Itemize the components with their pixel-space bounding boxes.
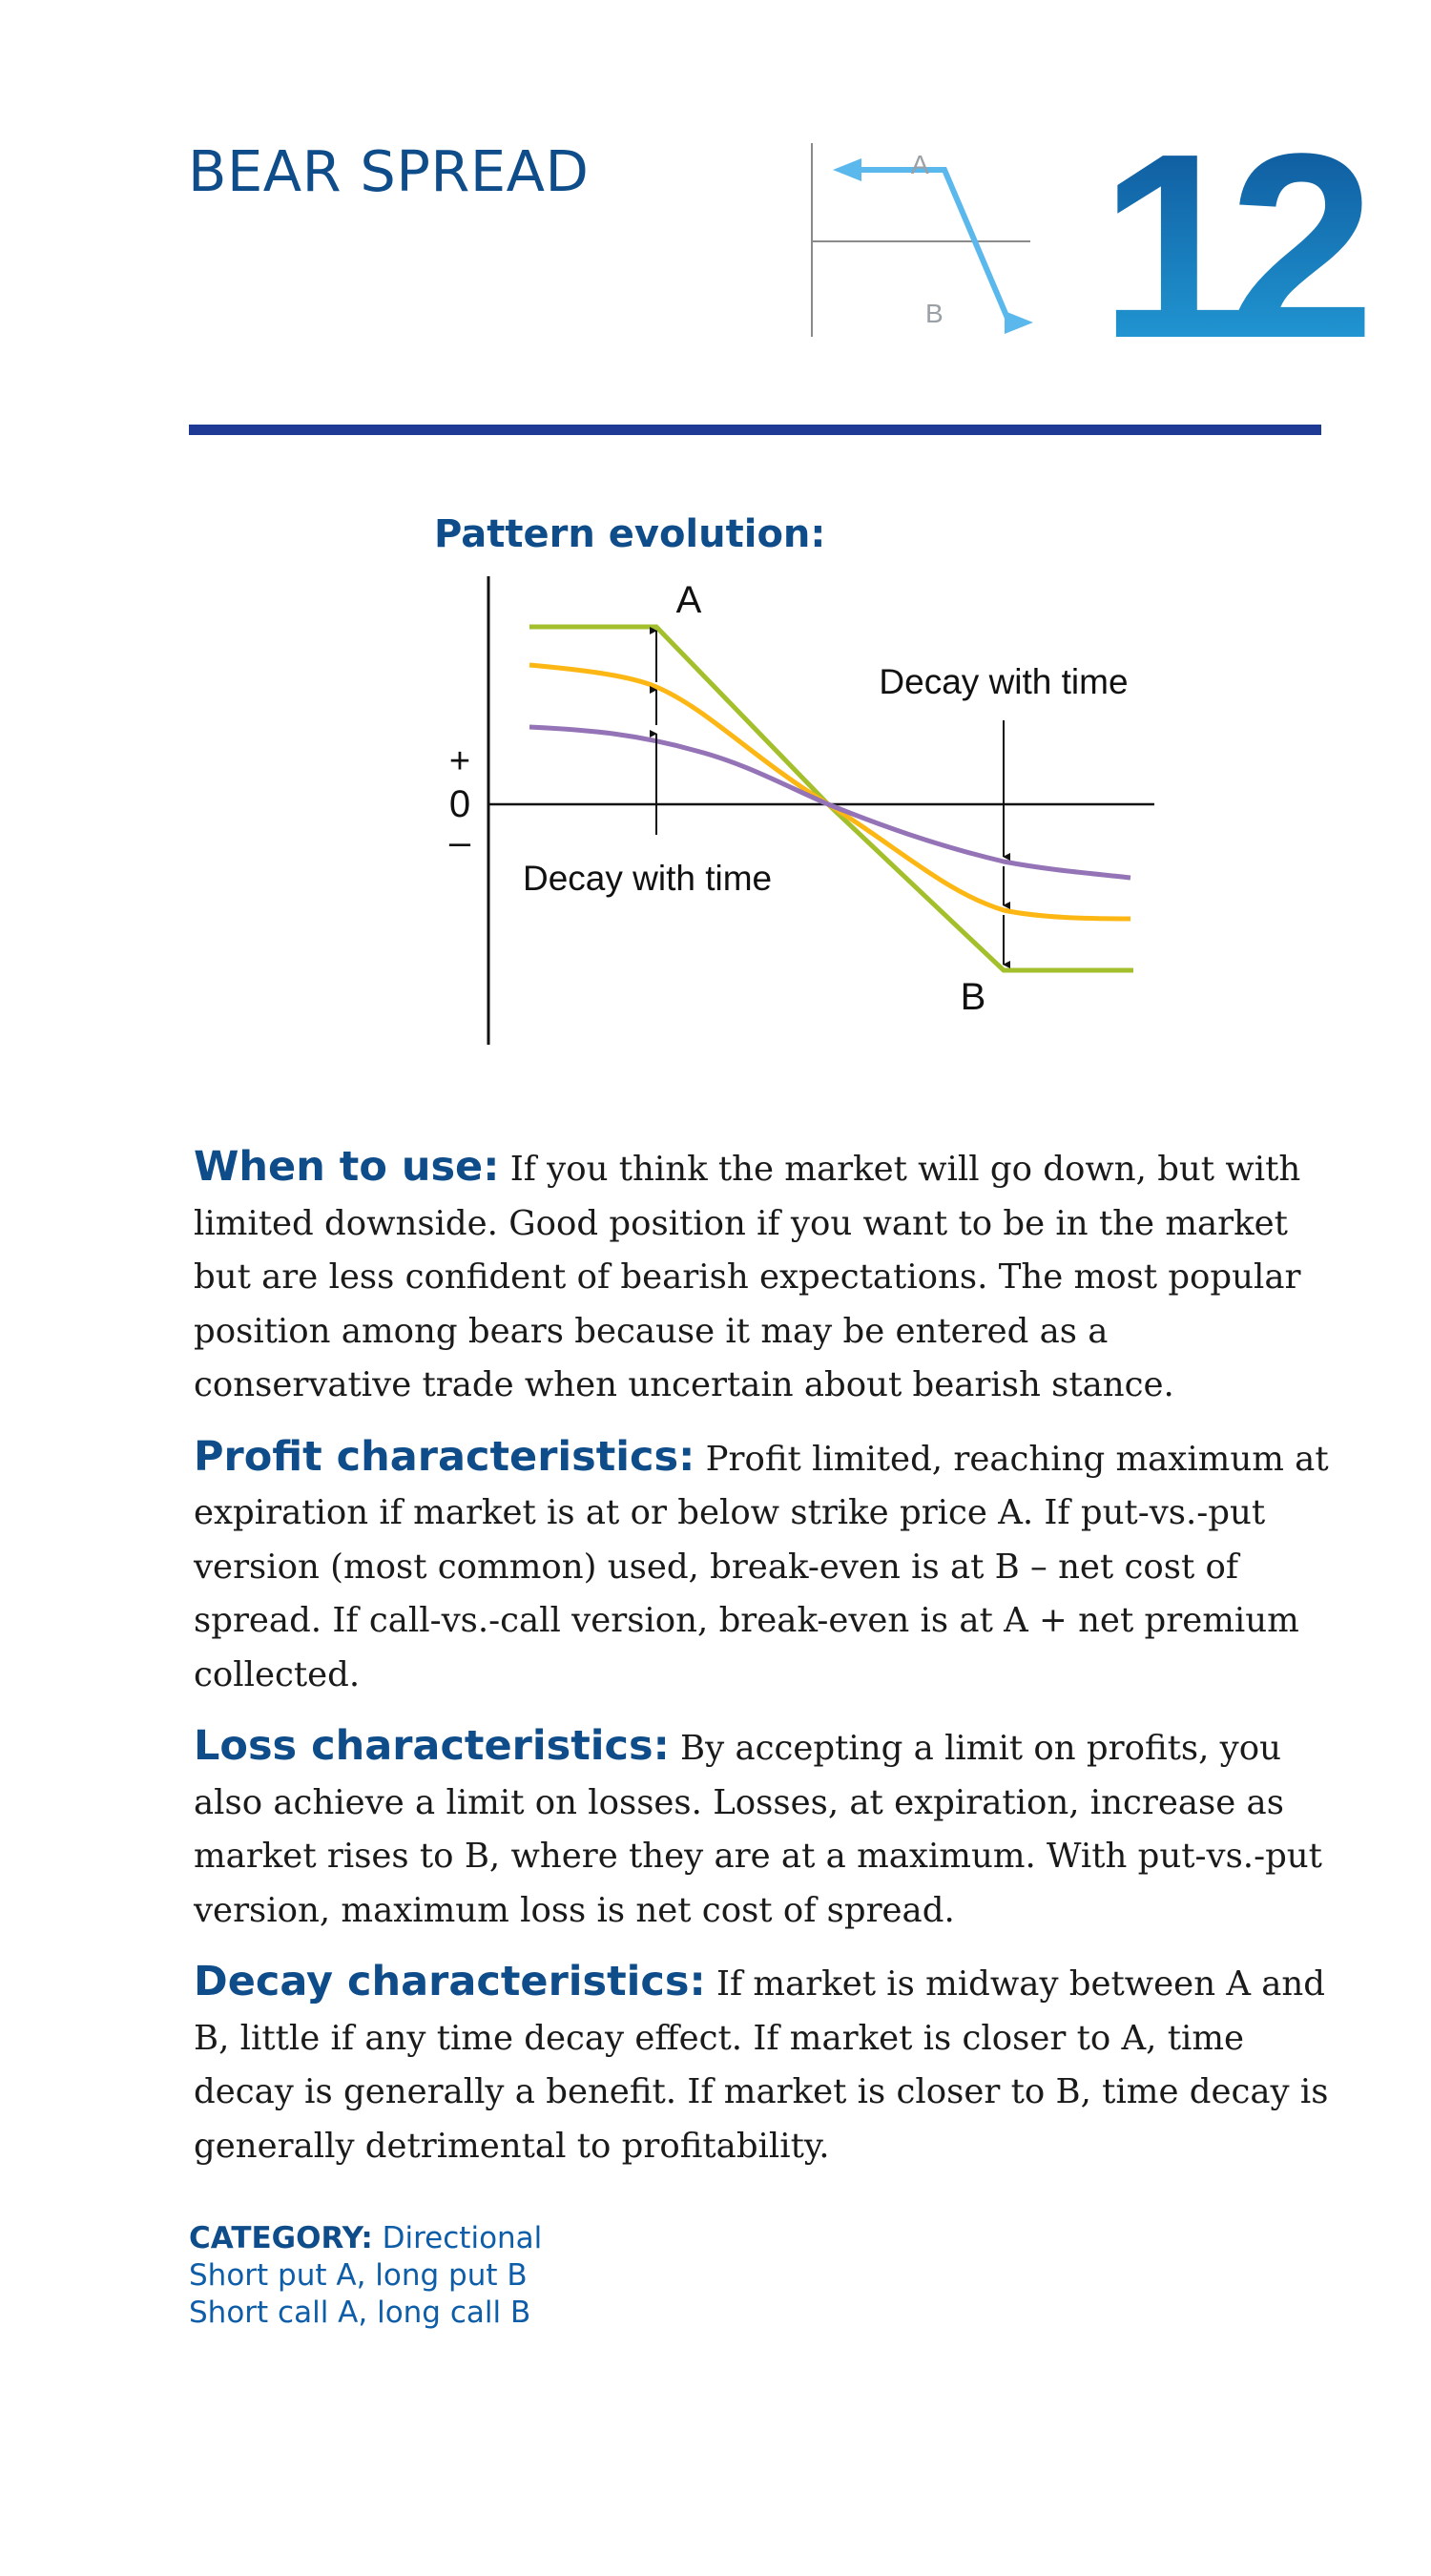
- strategy-title: BEAR SPREAD: [188, 138, 590, 204]
- profit-text: Profit limited, reaching maximum at expiration if market is at or below strike price A. If put-vs.-put version (most common) used, break-even is at B – net cost of spread. If call-vs.-call version, break-even is at A + net premium collected.: [194, 1439, 1329, 1694]
- profit-paragraph: [194, 1430, 1334, 1703]
- put-structure: Short put A, long put B: [189, 2258, 528, 2293]
- header-divider: [189, 425, 1321, 435]
- chart-label-a: A: [675, 579, 702, 621]
- loss-paragraph: [194, 1719, 1334, 1938]
- svg-text:12: 12: [1099, 99, 1358, 363]
- chart-label-b: B: [960, 976, 986, 1018]
- decay-label-lower: Decay with time: [523, 859, 773, 898]
- pattern-evolution-chart: [420, 563, 1183, 1059]
- loss-heading: Loss characteristics:: [194, 1722, 670, 1770]
- category-value: Directional: [372, 2221, 543, 2255]
- label-plus: +: [448, 741, 471, 781]
- profit-heading: Profit characteristics:: [194, 1432, 695, 1481]
- description-body: [194, 1140, 1334, 2191]
- loss-text: By accepting a limit on profits, you also achieve a limit on losses. Losses, at expiration, increase as market rises to B, where they are at a maximum. With put-vs.-put version, maximum loss is net cost of spread.: [194, 1729, 1322, 1930]
- when-to-use-text: If you think the market will go down, but with limited downside. Good position if you want to be in the market but are less confident of bearish expectations. The most popular position among bears because it may be entered as a conservative trade when uncertain about bearish stance.: [194, 1150, 1301, 1404]
- label-zero: 0: [448, 783, 471, 825]
- bear-spread-payoff-icon: [806, 143, 1035, 339]
- decay-paragraph: [194, 1955, 1334, 2173]
- label-minus: –: [448, 821, 471, 863]
- decay-label-upper: Decay with time: [879, 662, 1129, 701]
- category-line: [189, 2220, 542, 2257]
- decay-heading: Decay characteristics:: [194, 1958, 706, 2005]
- purple-early-curve: [529, 727, 1130, 878]
- call-structure: Short call A, long call B: [189, 2296, 531, 2330]
- icon-label-b: B: [925, 299, 944, 328]
- icon-label-a: A: [911, 150, 929, 179]
- category-label: CATEGORY:: [189, 2221, 373, 2255]
- when-to-use-heading: When to use:: [194, 1143, 500, 1191]
- strategy-number: [1086, 95, 1372, 363]
- pattern-heading: Pattern evolution:: [434, 512, 826, 556]
- decay-text: If market is midway between A and B, little if any time decay effect. If market is closer to A, time decay is generally a benefit. If market is closer to B, time decay is generally detrimental to profitability.: [194, 1964, 1329, 2166]
- category-block: [189, 2220, 542, 2332]
- when-to-use-paragraph: [194, 1140, 1334, 1413]
